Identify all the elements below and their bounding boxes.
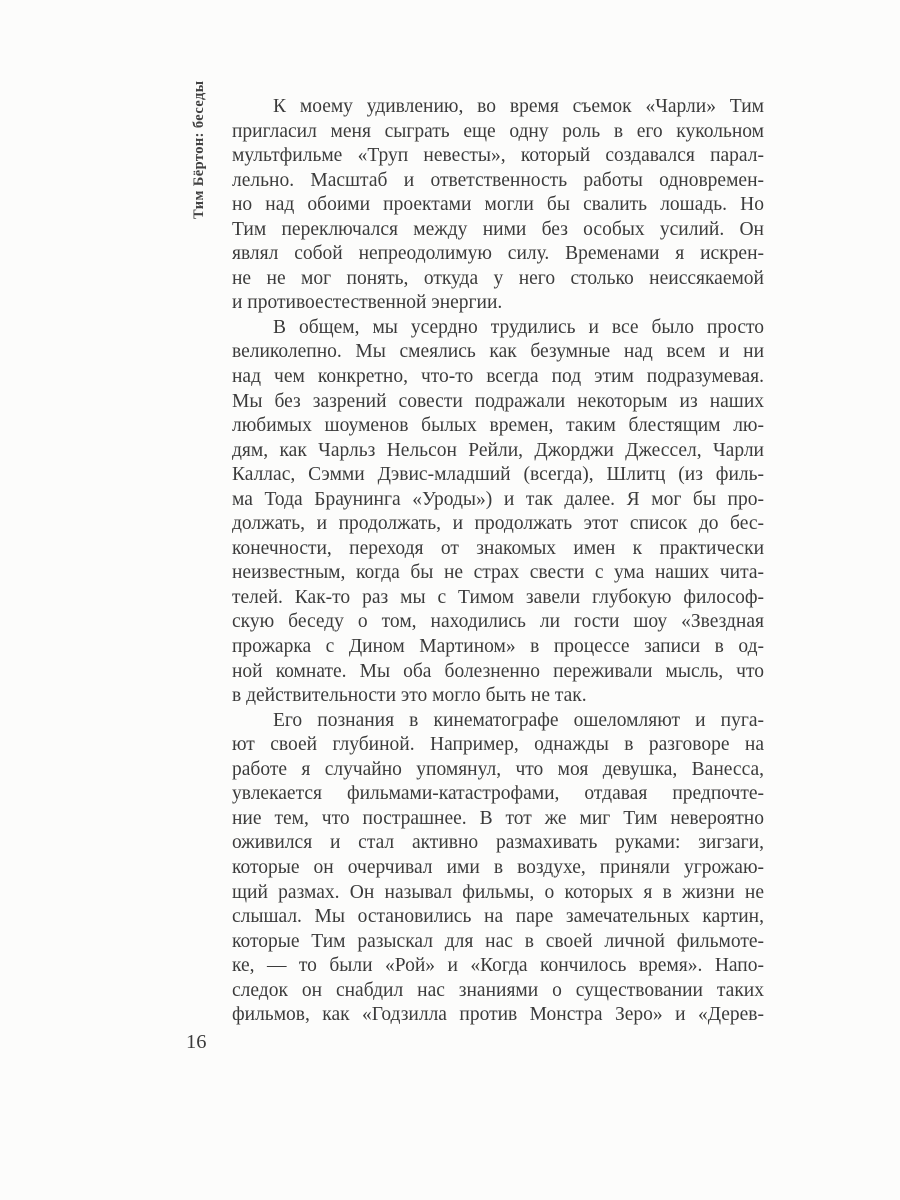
text-line: в действительности это могло быть не так. [232,685,587,707]
text-line: но над обоими проектами могли бы свалить лошадь. Но [232,194,764,216]
text-line: ние тем, что пострашнее. В тот же миг Тим невероятно [232,807,764,829]
text-line: оживился и стал активно размахивать руками: зигзаги, [232,832,764,854]
text-line: ют своей глубиной. Например, однажды в разговоре на [232,734,764,756]
text-line: ке, — то были «Рой» и «Когда кончилось время». Напо- [232,955,764,977]
text-line: великолепно. Мы смеялись как безумные над всем и ни [232,341,764,363]
text-line: фильмов, как «Годзилла против Монстра Зеро» и «Дерев- [232,1004,764,1026]
text-line: над чем конкретно, что-то всегда под этим подразумевая. [232,366,764,388]
text-line: которые он очерчивал ими в воздухе, приняли угрожаю- [232,856,764,878]
text-line: являл собой непреодолимую силу. Временами я искрен- [232,243,764,265]
text-line: работе я случайно упомянул, что моя девушка, Ванесса, [232,758,764,780]
text-line: дям, как Чарльз Нельсон Рейли, Джорджи Джессел, Чарли [232,439,764,461]
text-line: прожарка с Дином Мартином» в процессе записи в од- [232,636,764,658]
text-line: ма Тода Браунинга «Уроды») и так далее. Я мог бы про- [232,488,764,510]
paragraph-2 [232,316,764,709]
paragraph-3 [232,709,764,1028]
text-line: щий размах. Он называл фильмы, о которых я в жизни не [232,881,764,903]
text-line: ной комнате. Мы оба болезненно переживали мысль, что [232,660,764,682]
text-line: В общем, мы усердно трудились и все было просто [273,316,764,338]
text-line: К моему удивлению, во время съемок «Чарли» Тим [273,96,764,117]
text-line: увлекается фильмами-катастрофами, отдавая предпочте- [232,783,764,805]
text-line: неизвестным, когда бы не страх свести с ума наших чита- [232,562,764,584]
page-number: 16 [186,1031,207,1053]
text-line: должать, и продолжать, и продолжать этот список до бес- [232,513,764,535]
text-line: Тим переключался между ними без особых усилий. Он [232,218,764,240]
text-line: конечности, переходя от знакомых имен к практически [232,537,764,559]
text-line: любимых шоуменов былых времен, таким блестящим лю- [232,415,764,437]
text-line: телей. Как-то раз мы с Тимом завели глубокую философ- [232,586,764,608]
text-line: не не мог понять, откуда у него столько неиссякаемой [232,267,764,289]
text-line: и противоестественной энергии. [232,292,503,314]
text-line: слышал. Мы остановились на паре замечательных картин, [232,906,764,928]
text-line: лельно. Масштаб и ответственность работы одновремен- [232,169,764,191]
running-title: Тим Бёртон: беседы [191,80,207,219]
text-line: мультфильме «Труп невесты», который создавался парал- [232,145,764,167]
body-text [232,95,764,1028]
text-line: Мы без зазрений совести подражали некоторым из наших [232,390,764,412]
text-line: скую беседу о том, находились ли гости шоу «Звездная [232,611,764,633]
paragraph-1 [232,95,764,316]
text-line: следок он снабдил нас знаниями о существовании таких [232,979,764,1001]
text-line: Каллас, Сэмми Дэвис-младший (всегда), Шлитц (из филь- [232,464,764,486]
text-line: Его познания в кинематографе ошеломляют и пуга- [273,709,764,731]
text-line: которые Тим разыскал для нас в своей личной фильмоте- [232,930,764,952]
text-line: пригласил меня сыграть еще одну роль в его кукольном [232,120,764,142]
